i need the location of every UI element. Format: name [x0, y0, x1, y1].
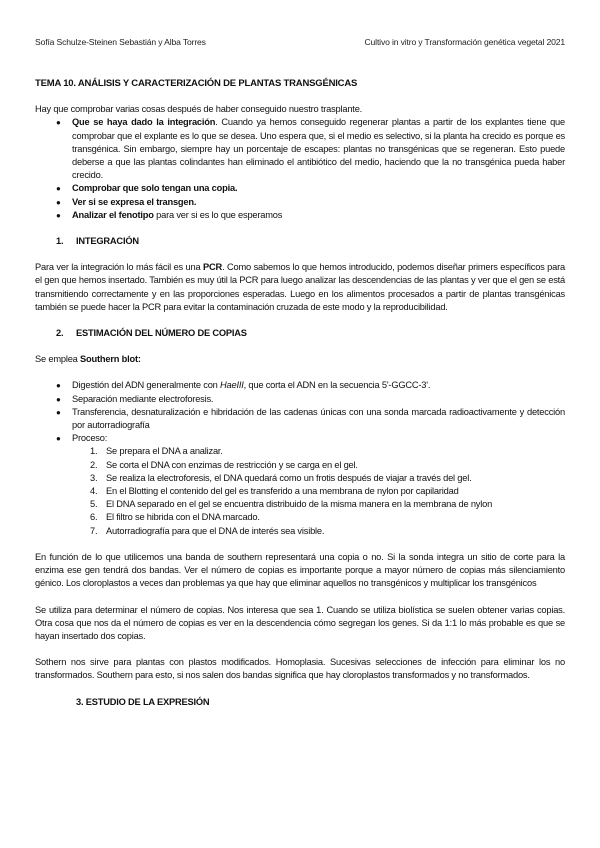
list-item — [35, 209, 565, 222]
list-item — [35, 379, 565, 392]
list-item — [35, 182, 565, 195]
list-item — [35, 459, 565, 472]
enzyme-name: HaeIII — [220, 380, 244, 391]
southern-intro — [35, 353, 565, 366]
step-text: Autorradiografía para que el DNA de interés sea visible. — [106, 525, 325, 536]
list-item — [35, 511, 565, 524]
step-number: 1. — [90, 446, 98, 457]
step-text: Se realiza la electroforesis, el DNA quedará como un frotis después de viajar a través del gel. — [106, 472, 472, 483]
step-text: El filtro se hibrida con el DNA marcado. — [106, 512, 260, 523]
section-1-paragraph — [35, 261, 565, 314]
header-authors: Sofía Schulze-Steinen Sebastián y Alba Torres — [35, 37, 206, 47]
check-text: . Cuando ya hemos conseguido regenerar plantas a partir de los explantes tiene que comprobar que el explante es lo que se desea. Uno espera que, si el medio es selectivo, si la planta ha crecido es porque es transgénica. Sin embargo, siempre hay un porcentaje de escapes: plantas no transgénicas que se regeneran. Esto puede deberse a que las plantas colindantes han eliminado el antibiótico del medio, haciendo que la no transgénica pueda haber crecido. — [72, 117, 565, 181]
header-course: Cultivo in vitro y Transformación genética vegetal 2021 — [364, 37, 565, 47]
southern-steps-list — [35, 379, 565, 445]
text-run: Digestión del ADN generalmente con — [72, 380, 221, 391]
step-number: 3. — [90, 472, 98, 483]
text-run: . Como sabemos lo que hemos introducido, podemos diseñar primers específicos para el gen que hemos insertado. También es muy útil la PCR para luego analizar las descendencias de las plantas y ver que el gen se está transmitiendo correctamente y en las proporciones esperadas. Luego en los alimentos procesados a partir de plantas transgénicas también se puede hacer la PCR para evitar la contaminación cruzada de este modo y la reproducibilidad. — [35, 262, 565, 312]
list-item: ● Separación mediante electroforesis. — [35, 393, 565, 406]
check-bold: Comprobar que solo tengan una copia. — [72, 183, 238, 194]
list-item — [35, 525, 565, 538]
document-title: TEMA 10. ANÁLISIS Y CARACTERIZACIÓN DE PLANTAS TRANSGÉNICAS — [35, 78, 358, 89]
section-2-heading — [35, 327, 565, 340]
list-item — [35, 196, 565, 209]
list-item — [35, 116, 565, 182]
section-3-heading: 3. ESTUDIO DE LA EXPRESIÓN — [76, 696, 210, 707]
section-2-paragraph-2: Se utiliza para determinar el número de copias. Nos interesa que sea 1. Cuando se utiliza biolística se suelen obtener varias copias. Otra cosa que nos da el número de copias es ver en la descendencia cómo segregan los genes. Si da 1:1 lo más probable es que se hayan insertado dos copias. — [35, 604, 565, 641]
section-number: 2. — [56, 328, 64, 339]
checks-list — [35, 116, 565, 222]
text-run: Se emplea — [35, 354, 81, 365]
check-bold: Que se haya dado la integración — [72, 117, 216, 128]
check-text: para ver si es lo que esperamos — [153, 209, 283, 220]
southern-term: Southern blot: — [80, 354, 141, 365]
list-item: ● Transferencia, desnaturalización e hibridación de las cadenas únicas con una sonda marcada radioactivamente y detección por autorradiografía — [35, 406, 565, 432]
step-text: Se corta el DNA con enzimas de restricción y se carga en el gel. — [106, 459, 358, 470]
step-number: 6. — [90, 512, 98, 523]
step-number: 4. — [90, 486, 98, 497]
section-title: INTEGRACIÓN — [76, 236, 139, 247]
section-2-paragraph-3: Sothern nos sirve para plantas con plastos modificados. Homoplasia. Sucesivas selecciones de infección para eliminar los no transformados. Southern para esto, si nos salen dos bandas significa que hay cloroplastos transformados y no transformados. — [35, 657, 565, 681]
process-list — [35, 445, 565, 537]
text-run: , que corta el ADN en la secuencia 5'-GGCC-3'. — [243, 380, 431, 391]
section-title: ESTIMACIÓN DEL NÚMERO DE COPIAS — [76, 328, 247, 339]
step-text: El DNA separado en el gel se encuentra distribuido de la misma manera en la membrana de nylon — [106, 499, 493, 510]
list-item — [35, 472, 565, 485]
list-item — [35, 498, 565, 511]
step-text: En el Blotting el contenido del gel es transferido a una membrana de nylon por capilaridad — [106, 486, 459, 497]
step-number: 5. — [90, 499, 98, 510]
step-number: 2. — [90, 459, 98, 470]
section-2-paragraph-1: En función de lo que utilicemos una banda de southern representará una copia o no. Si la sonda integra un sitio de corte para la enzima ese gen tendrá dos bandas. Ver el número de copias es importante porque a mayor número de copias más silenciamiento génico. Los cloroplastos a veces dan problemas ya que hay que eliminar aquellos no transgénicos y multiplicar los transgénicos — [35, 551, 565, 589]
check-bold: Analizar el fenotipo — [72, 209, 154, 220]
list-item — [35, 485, 565, 498]
document-body — [35, 77, 565, 709]
pcr-term: PCR — [203, 262, 223, 273]
step-number: 7. — [90, 525, 98, 536]
check-bold: Ver si se expresa el transgen. — [72, 196, 197, 207]
intro-paragraph: Hay que comprobar varias cosas después de haber conseguido nuestro trasplante. — [35, 104, 363, 115]
section-1-heading — [35, 235, 565, 248]
step-text: Se prepara el DNA a analizar. — [106, 446, 223, 457]
list-item — [35, 445, 565, 458]
section-number: 1. — [56, 236, 64, 247]
list-item: ● Proceso: — [35, 432, 565, 445]
text-run: Para ver la integración lo más fácil es una — [35, 262, 204, 273]
